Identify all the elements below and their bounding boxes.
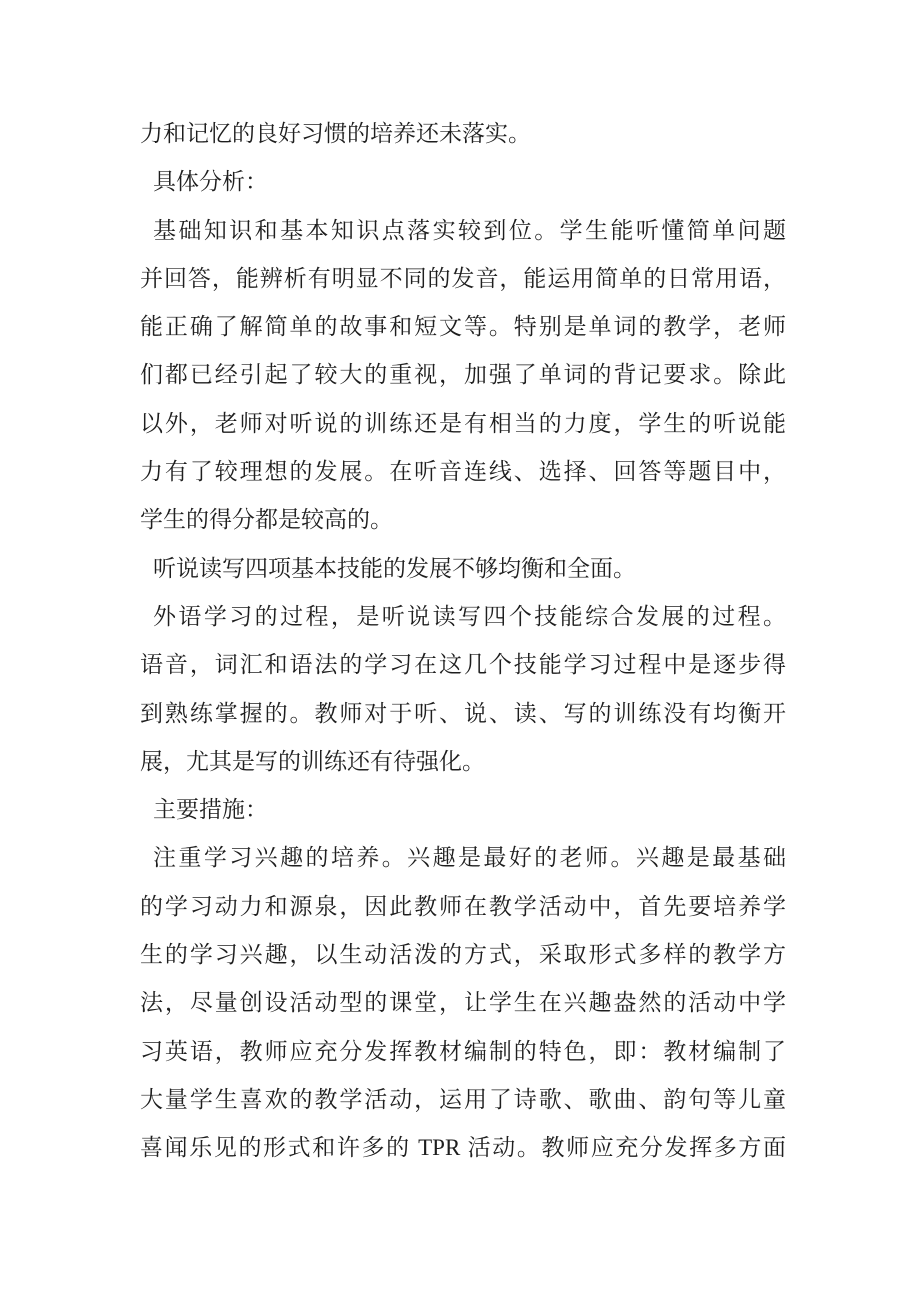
text-line: 喜闻乐见的形式和许多的 TPR 活动。教师应充分发挥多方面 (140, 1135, 786, 1161)
text-line: 到熟练掌握的。教师对于听、说、读、写的训练没有均衡开 (140, 700, 786, 726)
text-line: 以外，老师对听说的训练还是有相当的力度，学生的听说能 (140, 410, 786, 436)
text-line: 大量学生喜欢的教学活动，运用了诗歌、歌曲、韵句等儿童 (140, 1086, 786, 1112)
text-line: 主要措施： (153, 797, 268, 823)
text-line: 学生的得分都是较高的。 (140, 507, 393, 533)
text-line: 注重学习兴趣的培养。兴趣是最好的老师。兴趣是最基础 (153, 845, 786, 871)
text-line: 习英语，教师应充分发挥教材编制的特色，即：教材编制了 (140, 1038, 786, 1064)
text-line: 外语学习的过程，是听说读写四个技能综合发展的过程。 (153, 603, 786, 629)
text-line: 基础知识和基本知识点落实较到位。学生能听懂简单问题 (153, 217, 786, 243)
text-line: 法，尽量创设活动型的课堂，让学生在兴趣盎然的活动中学 (140, 990, 786, 1016)
text-line: 语音，词汇和语法的学习在这几个技能学习过程中是逐步得 (140, 652, 786, 678)
text-line: 们都已经引起了较大的重视，加强了单词的背记要求。除此 (140, 362, 786, 388)
text-line: 生的学习兴趣，以生动活泼的方式，采取形式多样的教学方 (140, 942, 786, 968)
text-line: 展，尤其是写的训练还有待强化。 (140, 748, 485, 774)
text-line: 并回答，能辨析有明显不同的发音，能运用简单的日常用语， (140, 265, 786, 291)
text-line: 力和记忆的良好习惯的培养还未落实。 (140, 121, 531, 146)
text-line: 听说读写四项基本技能的发展不够均衡和全面。 (153, 555, 636, 581)
text-line: 力有了较理想的发展。在听音连线、选择、回答等题目中， (140, 459, 786, 485)
text-line: 的学习动力和源泉，因此教师在教学活动中，首先要培养学 (140, 893, 786, 919)
text-line: 能正确了解简单的故事和短文等。特别是单词的教学，老师 (140, 314, 786, 340)
text-line: 具体分析： (153, 169, 268, 195)
